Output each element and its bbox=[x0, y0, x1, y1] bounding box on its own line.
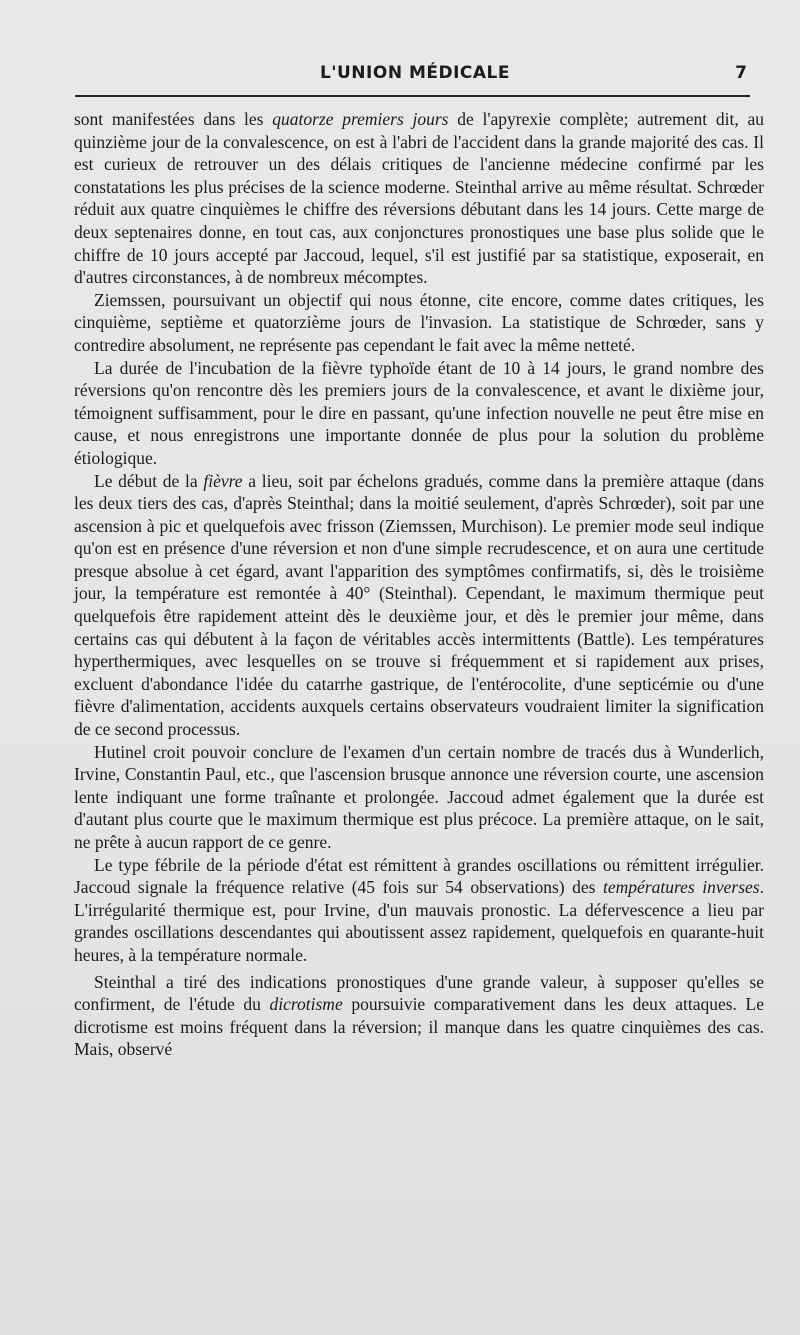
journal-title: L'UNION MÉDICALE bbox=[319, 63, 511, 83]
text-run: Ziemssen, poursuivant un objectif qui nous étonne, cite encore, comme dates critiques, les cinquième, septième et quatorzième jours de l'invasion. La statistique de Schrœder, sans y contredire absolument, ne représente pas cependant le fait avec la même netteté. bbox=[74, 289, 764, 355]
paragraph bbox=[74, 357, 764, 470]
running-header bbox=[75, 63, 755, 87]
text-run: . L'irrégularité thermique est, pour Irvine, d'un mauvais pronostic. La défervescence a lieu par grandes oscillations descendantes qui aboutissent assez rapidement, quelquefois en quarante-huit heures, à la température normale. bbox=[74, 877, 764, 965]
paragraph bbox=[74, 470, 764, 741]
text-run: de l'apyrexie complète; autrement dit, au quinzième jour de la convalescence, on est à l'abri de l'accident dans la grande majorité des cas. Il est curieux de retrouver un des délais critiques de l'ancienne médecine confirmé par les constatations les plus précises de la science moderne. Steinthal arrive au même résultat. Schrœder réduit aux quatre cinquièmes le chiffre des réversions débutant dans les 14 jours. Cette marge de deux septenaires donne, en tout cas, aux conjonctures pronostiques une base plus solide que le chiffre de 10 jours accepté par Jaccoud, lequel, s'il est justifié par sa statistique, exposerait, en d'autres circonstances, à de nombreux mécomptes. bbox=[74, 109, 764, 288]
paragraph bbox=[74, 971, 764, 1061]
body-text bbox=[74, 108, 764, 1061]
paragraph bbox=[74, 854, 764, 967]
text-run: La durée de l'incubation de la fièvre typhoïde étant de 10 à 14 jours, le grand nombre des réversions qu'on rencontre dès les premiers jours de la convalescence, et avant le dixième jour, témoignent suffisamment, pour le dire en passant, qu'une infection nouvelle ne peut être mise en cause, et nous enregistrons une importante donnée de plus pour la solution du problème étiologique. bbox=[74, 357, 764, 468]
text-run: Hutinel croit pouvoir conclure de l'examen d'un certain nombre de tracés dus à Wunderlich, Irvine, Constantin Paul, etc., que l'ascension brusque annonce une réversion courte, une ascension lente indiquant une forme traînante et prolongée. Jaccoud admet également que la durée est d'autant plus courte que le maximum thermique est plus précoce. La première attaque, on le sait, ne prête à aucun rapport de ce genre. bbox=[74, 741, 764, 852]
text-run: Le type fébrile de la période d'état est rémittent à grandes oscillations ou rémittent irrégulier. Jaccoud signale la fréquence relative (45 fois sur 54 observations) des bbox=[74, 854, 764, 898]
page-number: 7 bbox=[735, 63, 747, 83]
italic-phrase: quatorze premiers jours bbox=[272, 109, 449, 129]
italic-phrase: températures inverses bbox=[603, 877, 760, 898]
text-run: sont manifestées dans les bbox=[74, 109, 273, 129]
paragraph bbox=[74, 289, 764, 357]
text-run: a lieu, soit par échelons gradués, comme dans la première attaque (dans les deux tiers des cas, d'après Steinthal; dans la moitié seulement, d'après Schrœder), soit par une ascension à pic et quelquefois avec frisson (Ziemssen, Murchison). Le premier mode seul indique qu'on est en présence d'une réversion et non d'une simple recrudescence, et on aura une certitude presque absolue à cet égard, avant l'apparition des symptômes confirmatifs, si, dès le troisième jour, la température est remontée à 40° (Steinthal). Cependant, le maximum thermique peut quelquefois être rapidement atteint dès le deuxième jour, et dès le premier jour même, dans certains cas qui débutent à la façon de véritables accès intermittents (Battle). Les températures hyperthermiques, avec lesquelles on se trouve si fréquemment et si rapidement aux prises, excluent d'abondance l'idée du catarrhe gastrique, de l'entérocolite, d'une septicémie ou d'une fièvre d'alimentation, accidents auxquels certains observateurs voudraient limiter la signification de ce second processus. bbox=[74, 470, 765, 740]
paragraph bbox=[74, 741, 764, 854]
header-rule bbox=[75, 95, 750, 97]
paragraph bbox=[74, 108, 764, 289]
text-run: Le début de la bbox=[94, 470, 204, 491]
text-run: poursuivie comparativement dans les deux attaques. Le dicrotisme est moins fréquent dans la réversion; il manque dans les quatre cinquièmes des cas. Mais, observé bbox=[74, 994, 764, 1060]
italic-phrase: fièvre bbox=[203, 470, 243, 491]
italic-phrase: dicrotisme bbox=[269, 994, 343, 1015]
text-run: Steinthal a tiré des indications pronostiques d'une grande valeur, à supposer qu'elles se confirment, de l'étude du bbox=[74, 971, 764, 1015]
